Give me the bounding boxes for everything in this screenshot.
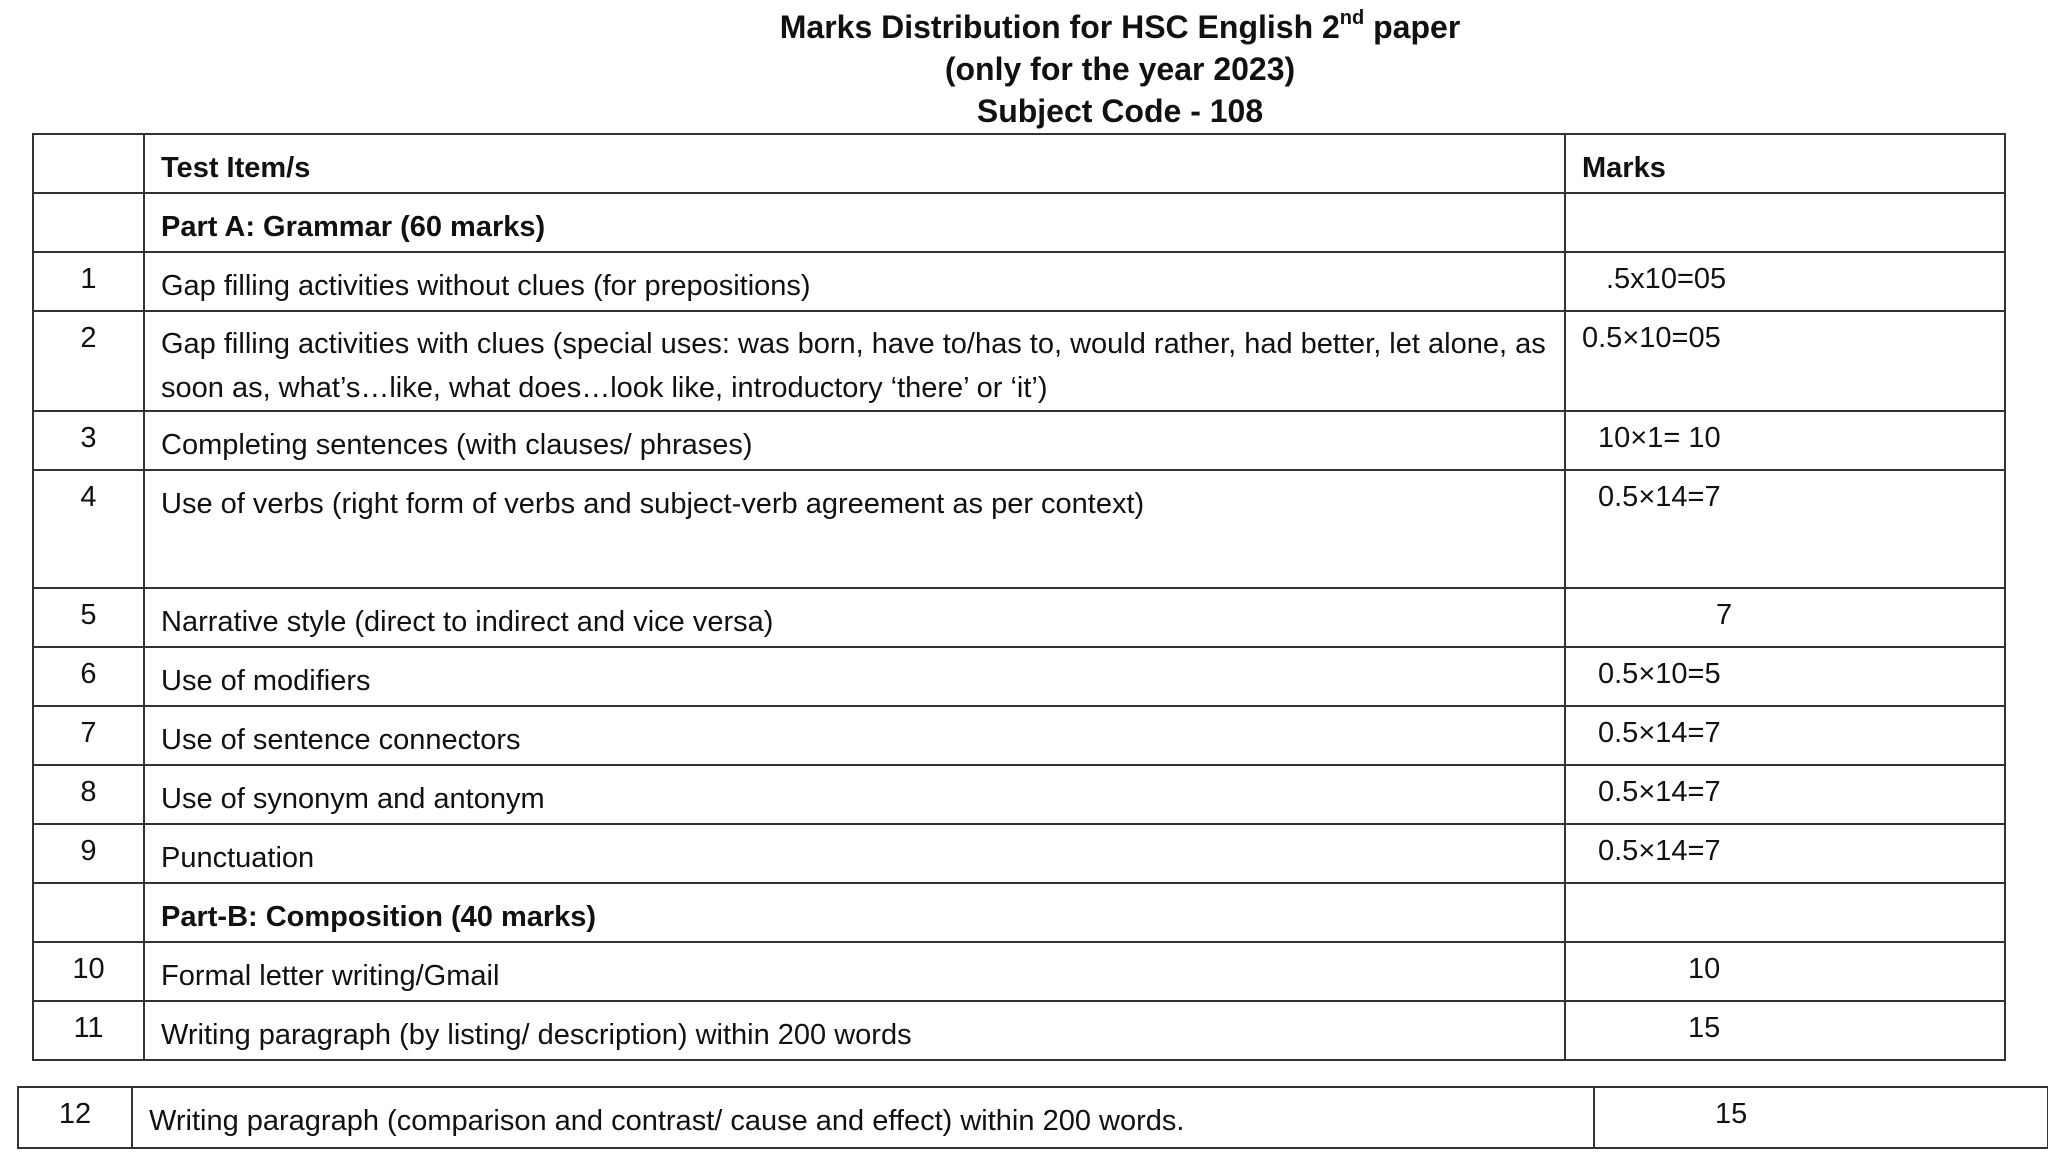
row-test-item: Gap filling activities with clues (special uses: was born, have to/has to, would rather, had better, let alone, as soon as, what’s…like, what does…look like, introductory ‘there’ or ‘it’): [144, 311, 1565, 411]
title-line-1: [0, 6, 2048, 48]
header-marks: Marks: [1565, 134, 2005, 193]
row-marks: 15: [1594, 1087, 2048, 1148]
section-num-cell: [33, 883, 144, 942]
row-number: 7: [33, 706, 144, 765]
title-line-1-text: Marks Distribution for HSC English 2: [779, 9, 1340, 45]
row-test-item: Punctuation: [144, 824, 1565, 883]
section-row-part-b: [33, 883, 2005, 942]
table-row: [33, 311, 2005, 411]
row-test-item: Writing paragraph (comparison and contrast/ cause and effect) within 200 words.: [132, 1087, 1594, 1148]
row-test-item: Use of verbs (right form of verbs and subject-verb agreement as per context): [144, 470, 1565, 588]
row-number: 10: [33, 942, 144, 1001]
row-test-item: Use of modifiers: [144, 647, 1565, 706]
row-marks: 10: [1565, 942, 2005, 1001]
row-number: 2: [33, 311, 144, 411]
row-marks: 0.5×14=7: [1565, 765, 2005, 824]
row-marks: 0.5×14=7: [1565, 706, 2005, 765]
row-number: 12: [18, 1087, 132, 1148]
section-num-cell: [33, 193, 144, 252]
section-marks-cell: [1565, 193, 2005, 252]
row-number: 6: [33, 647, 144, 706]
table-row: [33, 588, 2005, 647]
row-marks: 0.5×10=5: [1565, 647, 2005, 706]
row-marks: .5x10=05: [1565, 252, 2005, 311]
row-test-item: Narrative style (direct to indirect and vice versa): [144, 588, 1565, 647]
row-number: 5: [33, 588, 144, 647]
table-row: [33, 765, 2005, 824]
table-row: [18, 1087, 2048, 1148]
row-test-item: Use of synonym and antonym: [144, 765, 1565, 824]
document-title: [0, 6, 2048, 132]
row-test-item: Formal letter writing/Gmail: [144, 942, 1565, 1001]
table-header-row: [33, 134, 2005, 193]
table-row: [33, 470, 2005, 588]
row-marks: 15: [1565, 1001, 2005, 1060]
table-row: [33, 706, 2005, 765]
row-test-item: Completing sentences (with clauses/ phrases): [144, 411, 1565, 470]
row-number: 3: [33, 411, 144, 470]
table-row: [33, 1001, 2005, 1060]
row-marks: 0.5×14=7: [1565, 824, 2005, 883]
title-line-1-suffix: paper: [1364, 9, 1461, 45]
marks-table: [32, 133, 2006, 1061]
row-test-item: Use of sentence connectors: [144, 706, 1565, 765]
table-row: [33, 411, 2005, 470]
table-row: [33, 647, 2005, 706]
row-number: 8: [33, 765, 144, 824]
header-test-items: Test Item/s: [144, 134, 1565, 193]
section-heading-part-a: Part A: Grammar (60 marks): [144, 193, 1565, 252]
row-test-item: Gap filling activities without clues (for prepositions): [144, 252, 1565, 311]
section-row-part-a: [33, 193, 2005, 252]
section-marks-cell: [1565, 883, 2005, 942]
section-heading-part-b: Part-B: Composition (40 marks): [144, 883, 1565, 942]
row-number: 9: [33, 824, 144, 883]
marks-table-continued: [17, 1086, 2048, 1149]
row-number: 11: [33, 1001, 144, 1060]
table-row: [33, 942, 2005, 1001]
title-line-2: (only for the year 2023): [944, 51, 1296, 87]
row-number: 4: [33, 470, 144, 588]
row-marks: 0.5×14=7: [1565, 470, 2005, 588]
header-num-cell: [33, 134, 144, 193]
row-marks: 0.5×10=05: [1565, 311, 2005, 411]
row-marks: 10×1= 10: [1565, 411, 2005, 470]
table-row: [33, 824, 2005, 883]
table-row: [33, 252, 2005, 311]
title-line-3: Subject Code - 108: [976, 93, 1264, 129]
title-superscript: nd: [1339, 7, 1365, 29]
row-marks: 7: [1565, 588, 2005, 647]
row-test-item: Writing paragraph (by listing/ description) within 200 words: [144, 1001, 1565, 1060]
row-number: 1: [33, 252, 144, 311]
